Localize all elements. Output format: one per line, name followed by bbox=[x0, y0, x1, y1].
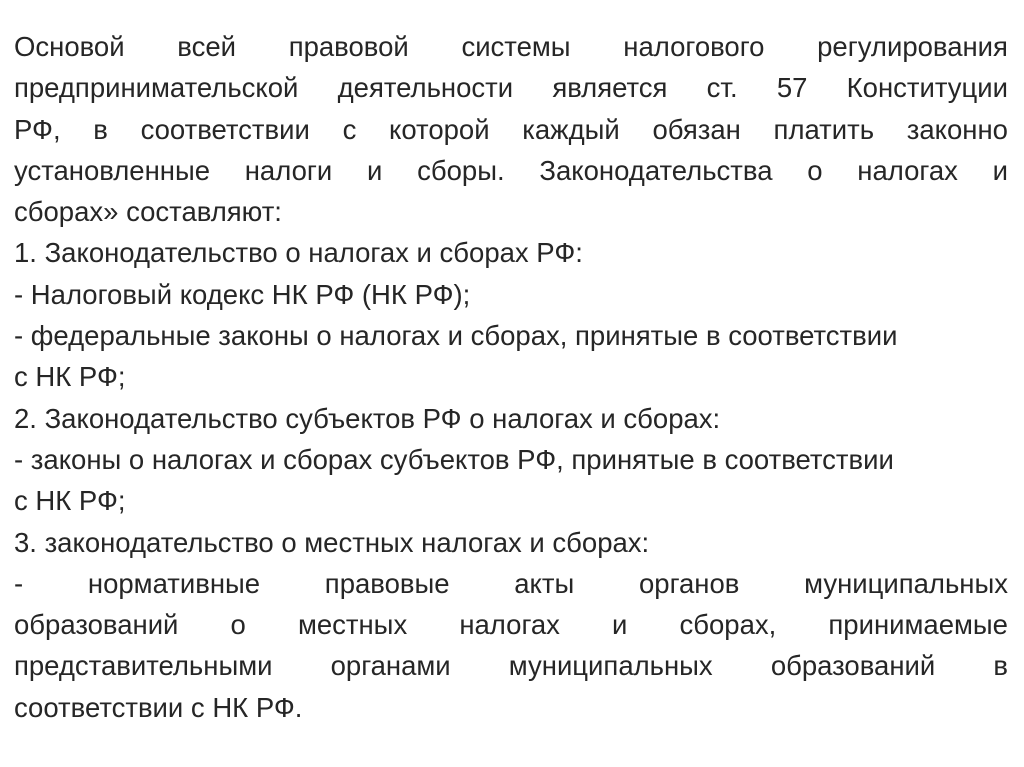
word: о bbox=[807, 154, 823, 186]
section-3-item-line-3 bbox=[14, 645, 1008, 686]
word: с bbox=[342, 113, 357, 145]
section-2-item-1-line-1: - законы о налогах и сборах субъектов РФ, принятые в соответствии bbox=[14, 443, 894, 475]
word: всей bbox=[177, 31, 236, 62]
word: образований bbox=[770, 650, 936, 682]
section-1-item-2-line-1: - федеральные законы о налогах и сборах, принятые в соответствии bbox=[14, 320, 898, 352]
word: о bbox=[230, 609, 246, 641]
word: правовой bbox=[288, 31, 409, 62]
word: акты bbox=[514, 567, 575, 599]
word: деятельности bbox=[337, 72, 514, 104]
intro-line-4 bbox=[14, 150, 1008, 191]
section-3-item-line-2 bbox=[14, 604, 1008, 645]
word: правовые bbox=[324, 567, 450, 599]
word: сборы. bbox=[417, 154, 505, 186]
word: ст. bbox=[706, 72, 738, 104]
word: Основой bbox=[14, 31, 125, 62]
intro-line-3 bbox=[14, 109, 1008, 150]
word: муниципальных bbox=[804, 567, 1008, 599]
intro-line-1 bbox=[14, 26, 1008, 67]
word: установленные bbox=[14, 154, 211, 186]
word: - bbox=[14, 567, 24, 599]
word: органами bbox=[330, 650, 451, 682]
word: сборах, bbox=[679, 609, 777, 641]
section-2-item-1-line-2: с НК РФ; bbox=[14, 485, 126, 517]
word: нормативные bbox=[87, 567, 261, 599]
word: представительными bbox=[14, 650, 273, 682]
word: органов bbox=[638, 567, 740, 599]
word: принимаемые bbox=[828, 609, 1008, 641]
word: предпринимательской bbox=[14, 72, 299, 104]
word: и bbox=[992, 154, 1008, 186]
word: системы bbox=[461, 31, 571, 62]
section-1-item-1: - Налоговый кодекс НК РФ (НК РФ); bbox=[14, 278, 471, 310]
word: каждый bbox=[522, 113, 620, 145]
word: 57 bbox=[776, 72, 808, 104]
section-3-item-line-4: соответствии с НК РФ. bbox=[14, 691, 303, 723]
word: муниципальных bbox=[508, 650, 713, 682]
word: налогах bbox=[857, 154, 958, 186]
word: регулирования bbox=[817, 31, 1008, 62]
word: и bbox=[612, 609, 628, 641]
word: соответствии bbox=[140, 113, 310, 145]
word: Конституции bbox=[846, 72, 1008, 104]
word: в bbox=[93, 113, 108, 145]
section-1-heading: 1. Законодательство о налогах и сборах РФ: bbox=[14, 237, 583, 269]
document-text bbox=[14, 26, 1008, 728]
section-2-heading: 2. Законодательство субъектов РФ о налогах и сборах: bbox=[14, 402, 721, 434]
word: обязан bbox=[652, 113, 741, 145]
word: налоги bbox=[244, 154, 333, 186]
word: налогах bbox=[459, 609, 560, 641]
word: является bbox=[552, 72, 668, 104]
word: платить bbox=[773, 113, 875, 145]
word: в bbox=[993, 650, 1008, 682]
word: налогового bbox=[623, 31, 765, 62]
intro-line-5: сборах» составляют: bbox=[14, 196, 282, 228]
word: местных bbox=[297, 609, 408, 641]
section-3-item-line-1 bbox=[14, 563, 1008, 604]
word: Законодательства bbox=[539, 154, 773, 186]
word: РФ, bbox=[14, 113, 61, 145]
word: и bbox=[367, 154, 383, 186]
word: которой bbox=[389, 113, 490, 145]
section-1-item-2-line-2: с НК РФ; bbox=[14, 361, 126, 393]
section-3-heading: 3. законодательство о местных налогах и сборах: bbox=[14, 526, 650, 558]
word: образований bbox=[14, 609, 179, 641]
word: законно bbox=[906, 113, 1008, 145]
intro-line-2 bbox=[14, 67, 1008, 108]
